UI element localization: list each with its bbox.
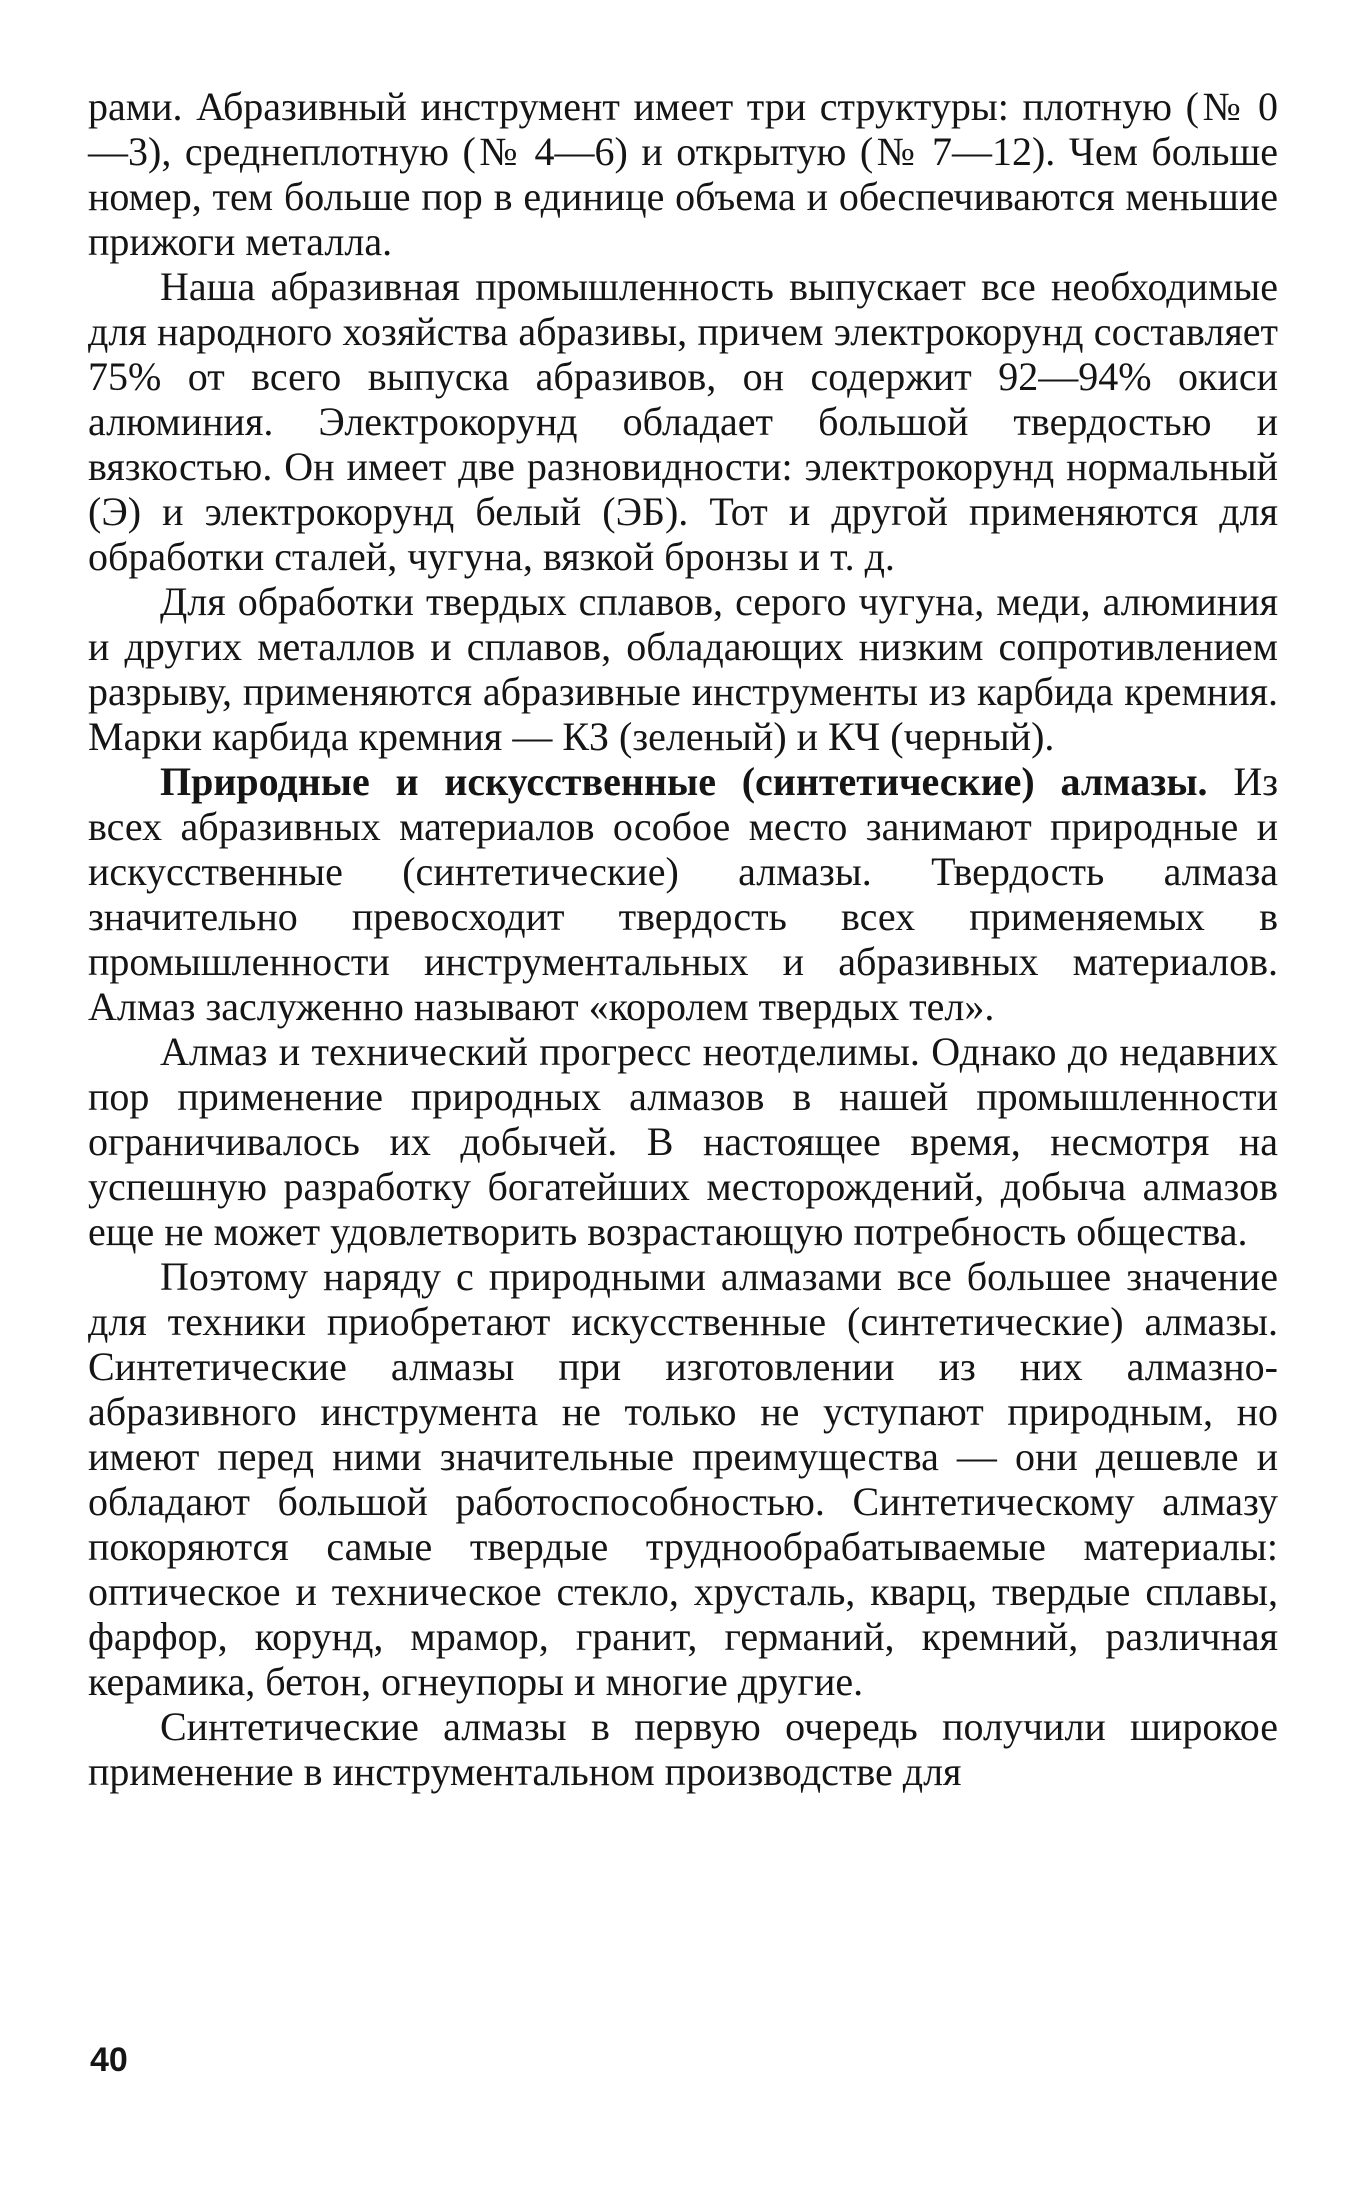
- page-number: 40: [90, 2041, 128, 2079]
- section-heading-diamonds: Природные и искусственные (синтетические) алмазы.: [160, 759, 1208, 804]
- page-body: [88, 84, 1278, 1794]
- paragraph-diamonds: [88, 759, 1278, 1029]
- paragraph-abrasive-structures: рами. Абразивный инструмент имеет три структуры: плотную (№ 0—3), среднеплотную (№ 4—6) и открытую (№ 7—12). Чем больше номер, тем больше пор в единице объема и обеспечиваются меньшие прижоги металла.: [88, 84, 1278, 264]
- paragraph-tool-production: Синтетические алмазы в первую очередь получили широкое применение в инструментальном производстве для: [88, 1704, 1278, 1794]
- paragraph-synthetic-diamonds: Поэтому наряду с природными алмазами все большее значение для техники приобретают искусственные (синтетические) алмазы. Синтетические алмазы при изготовлении из них алмазно-абразивного инструмента не только не уступают природным, но имеют перед ними значительные преимущества — они дешевле и обладают большой работоспособностью. Синтетическому алмазу покоряются самые твердые труднообрабатываемые материалы: оптическое и техническое стекло, хрусталь, кварц, твердые сплавы, фарфор, корунд, мрамор, гранит, германий, кремний, различная керамика, бетон, огнеупоры и многие другие.: [88, 1254, 1278, 1704]
- paragraph-technical-progress: Алмаз и технический прогресс неотделимы. Однако до недавних пор применение природных алмазов в нашей промышленности ограничивалось их добычей. В настоящее время, несмотря на успешную разработку богатейших месторождений, добыча алмазов еще не может удовлетворить возрастающую потребность общества.: [88, 1029, 1278, 1254]
- paragraph-electrocorundum: Наша абразивная промышленность выпускает все необходимые для народного хозяйства абразивы, причем электрокорунд составляет 75% от всего выпуска абразивов, он содержит 92—94% окиси алюминия. Электрокорунд обладает большой твердостью и вязкостью. Он имеет две разновидности: электрокорунд нормальный (Э) и электрокорунд белый (ЭБ). Тот и другой применяются для обработки сталей, чугуна, вязкой бронзы и т. д.: [88, 264, 1278, 579]
- paragraph-silicon-carbide: Для обработки твердых сплавов, серого чугуна, меди, алюминия и других металлов и сплавов, обладающих низким сопротивлением разрыву, применяются абразивные инструменты из карбида кремния. Марки карбида кремния — КЗ (зеленый) и КЧ (черный).: [88, 579, 1278, 759]
- paragraph-diamonds-text: Из всех абразивных материалов особое место занимают природные и искусственные (синтетические) алмазы. Твердость алмаза значительно превосходит твердость всех применяемых в промышленности инструментальных и абразивных материалов. Алмаз заслуженно называют «королем твердых тел».: [88, 759, 1279, 1029]
